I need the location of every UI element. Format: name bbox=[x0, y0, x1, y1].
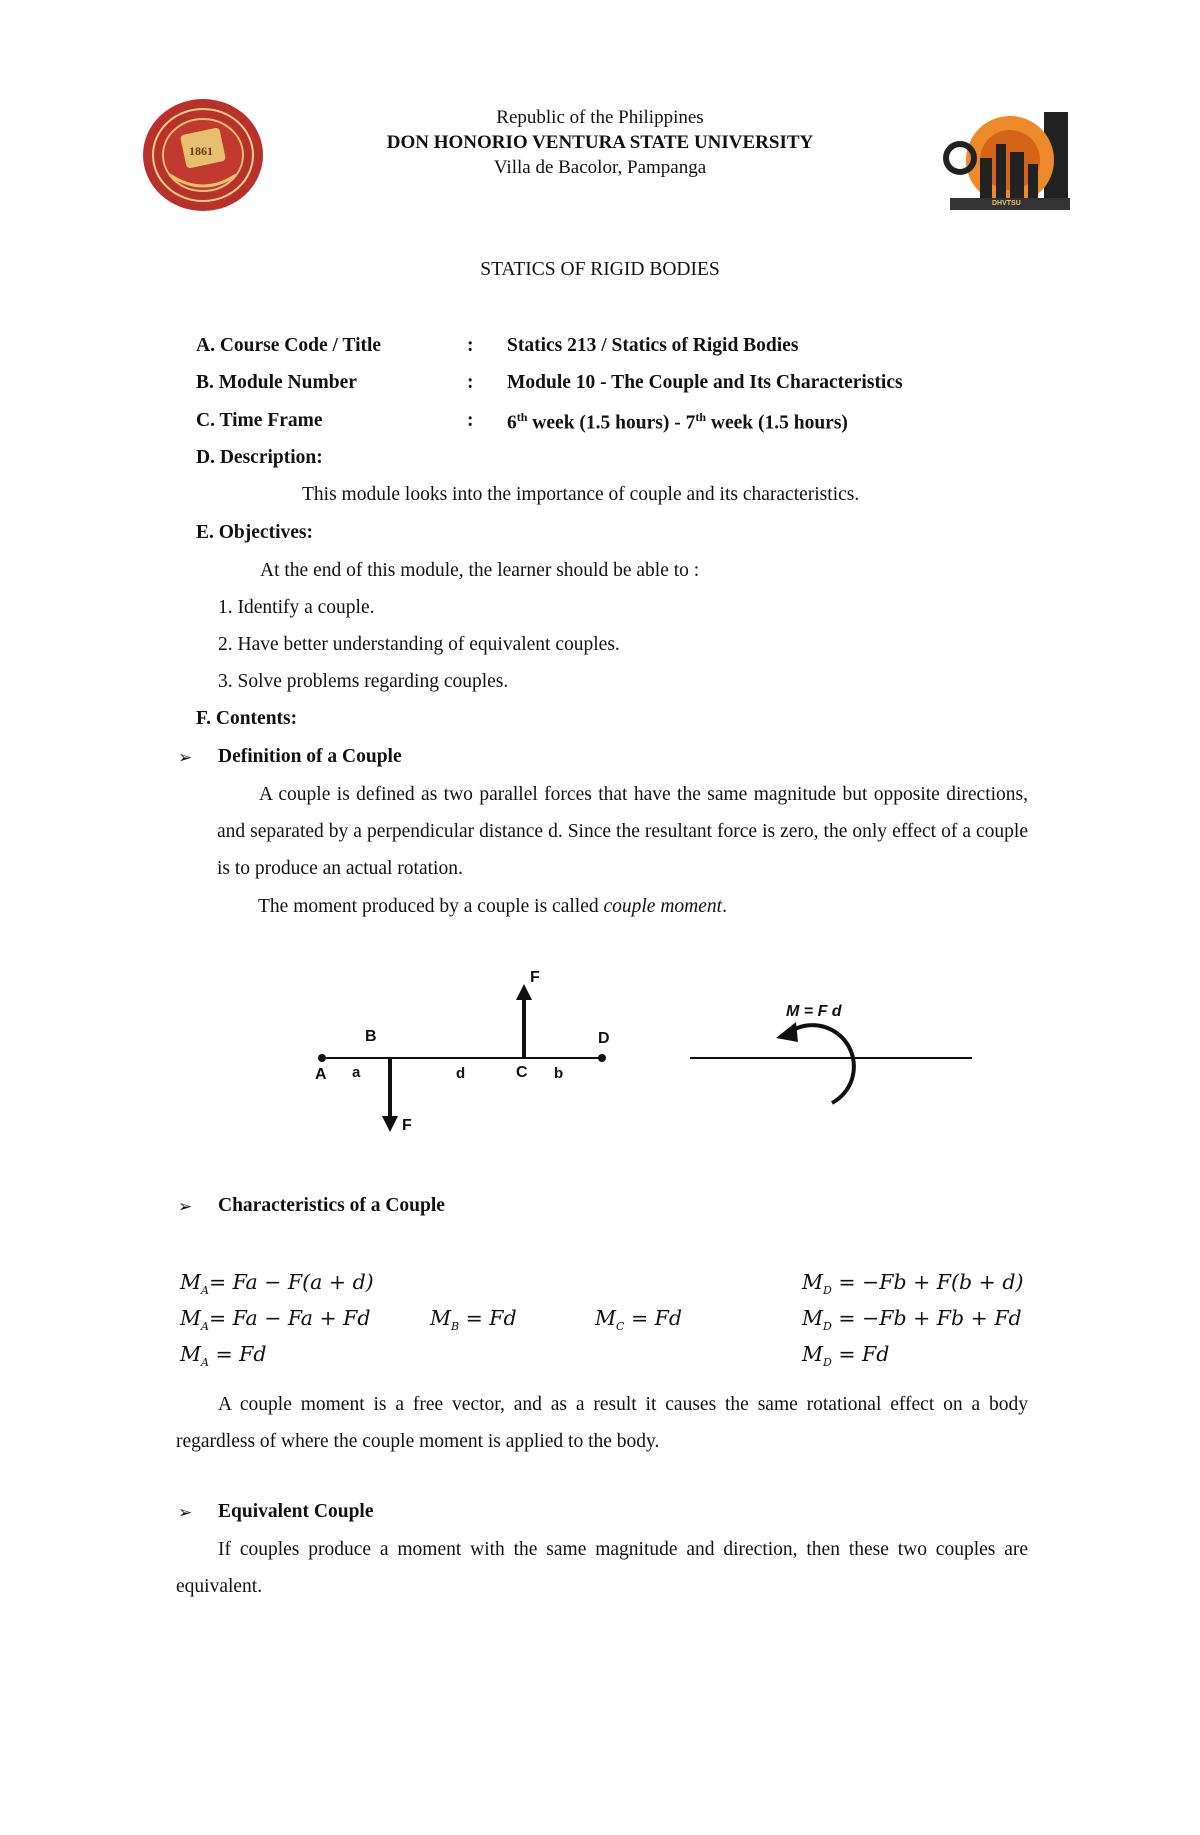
couple-moment-pre: The moment produced by a couple is called bbox=[258, 896, 604, 917]
seal-year: 1861 bbox=[189, 144, 213, 158]
label-a: A bbox=[315, 1066, 327, 1083]
moment-label: M = F d bbox=[786, 1003, 842, 1020]
label-dist-d: d bbox=[456, 1065, 466, 1082]
equivalent-heading: Equivalent Couple bbox=[218, 1501, 374, 1522]
republic-line: Republic of the Philippines bbox=[496, 107, 704, 128]
time-week2-sup: th bbox=[695, 410, 706, 424]
eq-rhs: = Fd bbox=[208, 1342, 267, 1366]
characteristics-heading: Characteristics of a Couple bbox=[218, 1195, 445, 1216]
contents-label: F. Contents: bbox=[196, 708, 298, 729]
equation-md-3 bbox=[802, 1342, 889, 1369]
equation-mc bbox=[595, 1306, 682, 1333]
eq-rhs: = −Fb + Fb + Fd bbox=[831, 1306, 1022, 1330]
force-up-arrowhead bbox=[516, 984, 532, 1000]
eq-symbol: M bbox=[180, 1342, 201, 1366]
point-d-dot bbox=[598, 1054, 606, 1062]
eq-symbol: M bbox=[180, 1306, 201, 1330]
objectives-intro: At the end of this module, the learner should be able to : bbox=[260, 560, 700, 581]
label-f-top: F bbox=[530, 969, 540, 986]
equation-md-1 bbox=[802, 1270, 1023, 1297]
time-sep: : bbox=[467, 410, 474, 431]
objectives-label: E. Objectives: bbox=[196, 522, 313, 543]
eq-rhs: = Fd bbox=[831, 1342, 890, 1366]
equivalent-paragraph bbox=[176, 1531, 1028, 1605]
label-dist-b: b bbox=[554, 1065, 564, 1082]
eq-symbol: M bbox=[180, 1270, 201, 1294]
eq-subscript: D bbox=[823, 1356, 832, 1370]
description-label: D. Description: bbox=[196, 447, 323, 468]
eq-subscript: D bbox=[823, 1320, 832, 1334]
university-name: DON HONORIO VENTURA STATE UNIVERSITY bbox=[386, 132, 814, 153]
equation-mb bbox=[430, 1306, 517, 1333]
module-value: Module 10 - The Couple and Its Characteristics bbox=[507, 372, 903, 393]
objective-item-3: 3. Solve problems regarding couples. bbox=[218, 671, 509, 692]
label-f-bottom: F bbox=[402, 1117, 412, 1134]
eq-rhs: = Fa − Fa + Fd bbox=[208, 1306, 371, 1330]
eq-subscript: D bbox=[823, 1284, 832, 1298]
free-vector-paragraph bbox=[176, 1386, 1028, 1460]
eq-symbol: M bbox=[802, 1342, 823, 1366]
objective-item-2: 2. Have better understanding of equivalent couples. bbox=[218, 634, 620, 655]
eq-subscript: A bbox=[201, 1284, 209, 1298]
eq-subscript: B bbox=[451, 1320, 460, 1334]
equation-ma-3 bbox=[180, 1342, 267, 1369]
module-label: B. Module Number bbox=[196, 372, 357, 393]
force-down-arrowhead bbox=[382, 1116, 398, 1132]
label-dist-a: a bbox=[352, 1064, 361, 1081]
time-week1-sup: th bbox=[516, 410, 528, 424]
equation-ma-1 bbox=[180, 1270, 374, 1297]
moment-curved-arrow bbox=[793, 1025, 854, 1103]
university-location: Villa de Bacolor, Pampanga bbox=[493, 157, 707, 178]
eq-rhs: = Fd bbox=[459, 1306, 517, 1330]
point-a-dot bbox=[318, 1054, 326, 1062]
equation-md-2 bbox=[802, 1306, 1022, 1333]
eq-symbol: M bbox=[595, 1306, 616, 1330]
time-week2-rest: week (1.5 hours) bbox=[706, 412, 848, 434]
definition-paragraph-text: A couple is defined as two parallel forces that have the same magnitude but opposite directions, and separated by a perpendicular distance d. Since the resultant force is zero, the only effect of a couple is to produce an actual rotation. bbox=[217, 784, 1028, 879]
couple-moment-post: . bbox=[722, 896, 727, 917]
eq-rhs: = Fd bbox=[624, 1306, 682, 1330]
description-text: This module looks into the importance of couple and its characteristics. bbox=[302, 484, 860, 505]
eq-symbol: M bbox=[802, 1306, 823, 1330]
course-sep: : bbox=[467, 335, 474, 356]
eq-rhs: = −Fb + F(b + d) bbox=[831, 1270, 1024, 1294]
eq-rhs: = Fa − F(a + d) bbox=[208, 1270, 374, 1294]
definition-paragraph bbox=[217, 776, 1028, 887]
time-label: C. Time Frame bbox=[196, 410, 323, 431]
definition-bullet-icon: ➢ bbox=[178, 748, 193, 767]
moment-arrowhead-icon bbox=[776, 1022, 798, 1042]
label-b: B bbox=[365, 1028, 377, 1045]
couple-moment-term: couple moment bbox=[603, 896, 723, 917]
time-value bbox=[507, 410, 848, 435]
label-d-point: D bbox=[598, 1030, 610, 1047]
label-c: C bbox=[516, 1064, 528, 1081]
equation-ma-2 bbox=[180, 1306, 371, 1333]
module-sep: : bbox=[467, 372, 474, 393]
page-title: STATICS OF RIGID BODIES bbox=[480, 259, 720, 280]
equivalent-bullet-icon: ➢ bbox=[178, 1503, 193, 1522]
eq-symbol: M bbox=[430, 1306, 451, 1330]
couple-moment-sentence bbox=[258, 896, 727, 918]
free-vector-paragraph-text: A couple moment is a free vector, and as a result it causes the same rotational effect on a body regardless of where the couple moment is applied to the body. bbox=[176, 1394, 1028, 1452]
definition-heading: Definition of a Couple bbox=[218, 746, 402, 767]
course-label: A. Course Code / Title bbox=[196, 335, 382, 356]
time-week1-rest: week (1.5 hours) - 7 bbox=[527, 412, 696, 434]
couple-diagram bbox=[300, 960, 1000, 1140]
course-value: Statics 213 / Statics of Rigid Bodies bbox=[507, 335, 799, 356]
college-logo-label: DHVTSU bbox=[992, 200, 1021, 207]
time-week1: 6 bbox=[507, 412, 517, 434]
eq-subscript: A bbox=[201, 1320, 209, 1334]
objective-item-1: 1. Identify a couple. bbox=[218, 597, 375, 618]
eq-subscript: C bbox=[616, 1320, 625, 1334]
characteristics-bullet-icon: ➢ bbox=[178, 1197, 193, 1216]
eq-symbol: M bbox=[802, 1270, 823, 1294]
equivalent-paragraph-text: If couples produce a moment with the same magnitude and direction, then these two couples are equivalent. bbox=[176, 1539, 1028, 1597]
eq-subscript: A bbox=[201, 1356, 209, 1370]
